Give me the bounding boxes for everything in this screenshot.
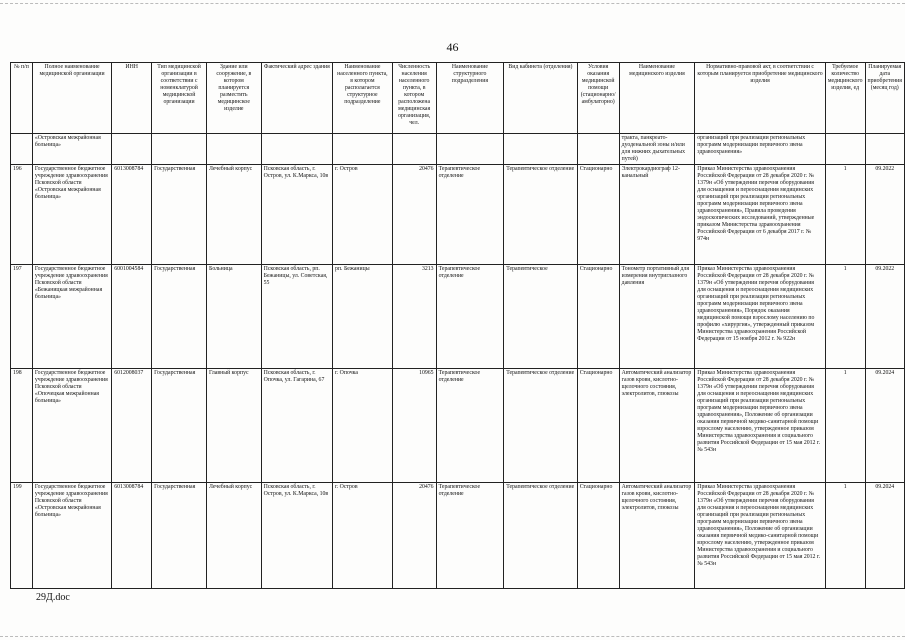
legal-act-cell: Приказ Министерства здравоохранения Российской Федерации от 28 декабря 2020 г. № 1379н «Об утверждении перечня оборудования для оснащения и переоснащения медицинских организаций при реализации региональных программ модернизации первичного звена здравоохранения», Порядок оказания медицинской помощи взрослому населению по профилю «хирургия», утвержденный приказом Министерства здравоохранения Российской Федерации от 15 ноября 2012 г. № 922н — [695, 265, 826, 369]
row-number-cell: 198 — [11, 369, 33, 483]
header-cell: Нормативно-правовой акт, в соответствии с которым планируется приобретение медицинского изделия — [695, 63, 826, 134]
address-cell: Псковская область, г. Опочка, ул. Гагарина, 67 — [261, 369, 332, 483]
subdivision-cell — [436, 134, 504, 165]
row-number-cell — [11, 134, 33, 165]
org-type-cell: Государственная — [152, 483, 207, 589]
org-type-cell: Государственная — [152, 165, 207, 265]
locality-cell: г. Остров — [333, 165, 393, 265]
locality-cell — [333, 134, 393, 165]
header-cell: Требуемое количество медицинского изделия, ед — [825, 63, 865, 134]
row-number-cell: 197 — [11, 265, 33, 369]
org-type-cell: Государственная — [152, 369, 207, 483]
building-cell — [206, 134, 261, 165]
table-row — [11, 483, 905, 589]
purchase-date-cell — [865, 134, 905, 165]
building-cell: Лечебный корпус — [206, 483, 261, 589]
population-cell: 10965 — [392, 369, 436, 483]
header-cell: Полное наименование медицинской организации — [32, 63, 111, 134]
quantity-cell: 1 — [825, 483, 865, 589]
inn-cell: 6001004584 — [112, 265, 152, 369]
table-row — [11, 265, 905, 369]
device-name-cell: Автоматический анализатор газов крови, кислотно-щелочного состояния, электролитов, глюкозы — [619, 483, 695, 589]
row-number-cell: 199 — [11, 483, 33, 589]
table-row — [11, 134, 905, 165]
header-cell: Планируемая дата приобретения (месяц год) — [865, 63, 905, 134]
quantity-cell: 1 — [825, 165, 865, 265]
address-cell: Псковская область, рп. Бежаницы, ул. Советская, 55 — [261, 265, 332, 369]
device-name-cell: Электрокардиограф 12-канальный — [619, 165, 695, 265]
subdivision-cell: Терапевтическое отделение — [436, 483, 504, 589]
population-cell: 20476 — [392, 165, 436, 265]
quantity-cell: 1 — [825, 265, 865, 369]
header-cell: Вид кабинета (отделения) — [504, 63, 578, 134]
building-cell: Лечебный корпус — [206, 165, 261, 265]
conditions-cell: Стационарно — [577, 265, 619, 369]
cabinet-type-cell: Терапевтическое отделение — [504, 165, 578, 265]
device-name-cell: Тонометр портативный для измерения внутриглазного давления — [619, 265, 695, 369]
table-row — [11, 165, 905, 265]
quantity-cell — [825, 134, 865, 165]
conditions-cell: Стационарно — [577, 165, 619, 265]
cabinet-type-cell — [504, 134, 578, 165]
organization-cell: «Островская межрайонная больница» — [32, 134, 111, 165]
inn-cell: 6013008784 — [112, 483, 152, 589]
device-name-cell: Автоматический анализатор газов крови, кислотно-щелочного состояния, электролитов, глюкозы — [619, 369, 695, 483]
inn-cell: 6013008784 — [112, 165, 152, 265]
conditions-cell: Стационарно — [577, 483, 619, 589]
header-cell: ИНН — [112, 63, 152, 134]
subdivision-cell: Терапевтическое отделение — [436, 165, 504, 265]
legal-act-cell: организаций при реализации региональных программ модернизации первичного звена здравоохранения» — [695, 134, 826, 165]
org-type-cell: Государственная — [152, 265, 207, 369]
building-cell: Главный корпус — [206, 369, 261, 483]
scan-edge-top — [0, 3, 905, 4]
table-row — [11, 369, 905, 483]
org-type-cell — [152, 134, 207, 165]
cabinet-type-cell: Терапевтическое отделение — [504, 483, 578, 589]
purchase-date-cell: 09.2022 — [865, 165, 905, 265]
locality-cell: г. Остров — [333, 483, 393, 589]
device-name-cell: тракта, панкреато-дуоденальной зоны и/или для нижних дыхательных путей) — [619, 134, 695, 165]
population-cell — [392, 134, 436, 165]
cabinet-type-cell: Терапевтическое отделение — [504, 369, 578, 483]
legal-act-cell: Приказ Министерства здравоохранения Российской Федерации от 28 декабря 2020 г. № 1379н «Об утверждении перечня оборудования для оснащения и переоснащения медицинских организаций при реализации региональных программ модернизации первичного звена здравоохранения», Положение об организации оказания первичной медико-санитарной помощи взрослому населению, утвержденное приказом Министерства здравоохранения и социального развития Российской Федерации от 15 мая 2012 г. № 543н — [695, 369, 826, 483]
subdivision-cell: Терапевтическое отделение — [436, 265, 504, 369]
organization-cell: Государственное бюджетное учреждение здравоохранения Псковской области «Островская межрайонная больница» — [32, 165, 111, 265]
address-cell: Псковская область, г. Остров, ул. К.Маркса, 10в — [261, 483, 332, 589]
inn-cell — [112, 134, 152, 165]
cabinet-type-cell: Терапевтическое — [504, 265, 578, 369]
equipment-table — [10, 62, 905, 589]
legal-act-cell: Приказ Министерства здравоохранения Российской Федерации от 28 декабря 2020 г. № 1379н «Об утверждении перечня оборудования для оснащения и переоснащения медицинских организаций при реализации региональных программ модернизации первичного звена здравоохранения», Положение об организации оказания первичной медико-санитарной помощи взрослому населению, утвержденное приказом Министерства здравоохранения и социального развития Российской Федерации от 15 мая 2012 г. № 543н — [695, 483, 826, 589]
conditions-cell: Стационарно — [577, 369, 619, 483]
header-cell: Наименование населенного пункта, в котором располагается структурное подразделение — [333, 63, 393, 134]
document-filename: 29Д.doc — [36, 592, 70, 603]
organization-cell: Государственное бюджетное учреждение здравоохранения Псковской области «Островская межрайонная больница» — [32, 483, 111, 589]
header-cell: № п/п — [11, 63, 33, 134]
header-cell: Наименование медицинского изделия — [619, 63, 695, 134]
header-cell: Тип медицинской организации в соответствии с номенклатурой медицинской организации — [152, 63, 207, 134]
population-cell: 20476 — [392, 483, 436, 589]
purchase-date-cell: 09.2024 — [865, 483, 905, 589]
header-cell: Численность населения населенного пункта, в котором расположена медицинская организация, чел. — [392, 63, 436, 134]
header-cell: Условия оказания медицинской помощи (стационарно/ амбулаторно) — [577, 63, 619, 134]
address-cell: Псковская область, г. Остров, ул. К.Маркса, 10в — [261, 165, 332, 265]
conditions-cell — [577, 134, 619, 165]
organization-cell: Государственное бюджетное учреждение здравоохранения Псковской области «Опочецкая межрайонная больница» — [32, 369, 111, 483]
building-cell: Больница — [206, 265, 261, 369]
page-number: 46 — [446, 40, 459, 54]
header-cell: Наименование структурного подразделения — [436, 63, 504, 134]
locality-cell: рп. Бежаницы — [333, 265, 393, 369]
locality-cell: г. Опочка — [333, 369, 393, 483]
quantity-cell: 1 — [825, 369, 865, 483]
header-cell: Здание или сооружение, в котором планируется разместить медицинское изделие — [206, 63, 261, 134]
inn-cell: 6012008037 — [112, 369, 152, 483]
organization-cell: Государственное бюджетное учреждение здравоохранения Псковской области «Бежаницкая межрайонная больница» — [32, 265, 111, 369]
header-cell: Фактический адрес здания — [261, 63, 332, 134]
scan-edge-bottom — [0, 636, 905, 637]
purchase-date-cell: 09.2022 — [865, 265, 905, 369]
subdivision-cell: Терапевтическое отделение — [436, 369, 504, 483]
legal-act-cell: Приказ Министерства здравоохранения Российской Федерации от 28 декабря 2020 г. № 1379н «Об утверждении перечня оборудования для оснащения и переоснащения медицинских организаций при реализации региональных программ модернизации первичного звена здравоохранения», Правила проведения эндоскопических исследований, утвержденные приказом Министерства здравоохранения Российской Федерации от 6 декабря 2017 г. № 974н — [695, 165, 826, 265]
population-cell: 3213 — [392, 265, 436, 369]
purchase-date-cell: 09.2024 — [865, 369, 905, 483]
table-header-row — [11, 63, 905, 134]
address-cell — [261, 134, 332, 165]
row-number-cell: 196 — [11, 165, 33, 265]
